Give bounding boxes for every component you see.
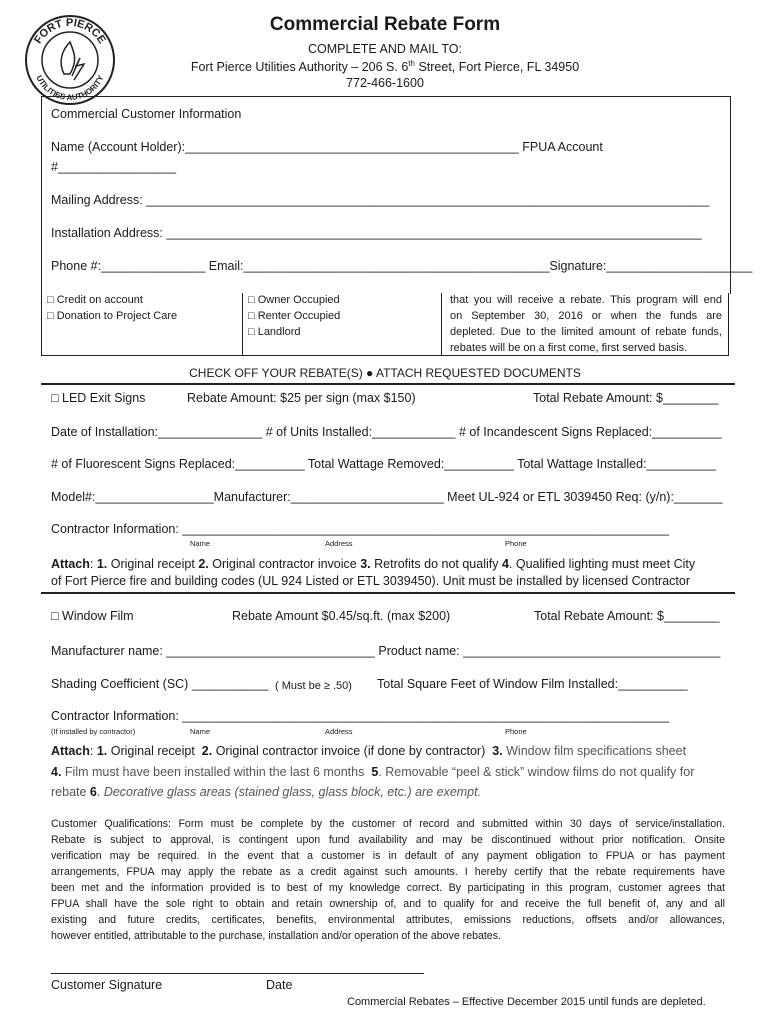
led-rebate-amount: Rebate Amount: $25 per sign (max $150) — [187, 391, 416, 405]
mailing-address-field[interactable]: Mailing Address: _________________________________________________________________________________ — [51, 193, 710, 207]
form-title: Commercial Rebate Form — [269, 14, 501, 35]
section-divider — [41, 383, 735, 385]
signature-line[interactable] — [51, 973, 424, 974]
name-field[interactable]: Name (Account Holder):________________________________________________ FPUA Account — [51, 140, 603, 154]
led-contractor-field[interactable]: Contractor Information: ______________________________________________________________________ — [51, 522, 669, 536]
qualifications-line: arrangements, FPUA may apply the rebate as a credit against such amounts. I hereby certify that the rebate requirements have — [51, 866, 725, 878]
credit-checkbox[interactable]: □ Credit on account — [47, 294, 143, 306]
film-attach-line3: rebate 6. Decorative glass areas (stained glass, glass block, etc.) are exempt. — [51, 785, 482, 799]
led-attach-line1: Attach: 1. Original receipt 2. Original contractor invoice 3. Retrofits do not qualify 4. Qualified lighting must meet City — [51, 557, 696, 571]
film-attach-line1: Attach: 1. Original receipt 2. Original contractor invoice (if done by contractor) 3. Window film specifications sheet — [51, 744, 687, 758]
mailing-address: Fort Pierce Utilities Authority – 206 S. 6th Street, Fort Pierce, FL 34950 — [190, 59, 580, 75]
address-sublabel: Address — [325, 539, 353, 548]
film-total-rebate-field[interactable]: Total Rebate Amount: $________ — [534, 609, 720, 623]
customer-section-title: Commercial Customer Information — [51, 107, 242, 121]
customer-signature-label: Customer Signature — [51, 978, 163, 992]
svg-text:UTILITIES AUTHORITY: UTILITIES AUTHORITY — [34, 73, 106, 103]
installation-address-field[interactable]: Installation Address: _____________________________________________________________________________ — [51, 226, 702, 240]
program-note-line: depleted. Due to the limited amount of rebate funds, — [450, 326, 722, 338]
renter-checkbox[interactable]: □ Renter Occupied — [248, 310, 341, 322]
led-attach-line2: of Fort Pierce fire and building codes (UL 924 Listed or ETL 3039450). Unit must be installed by licensed Contractor — [51, 574, 690, 588]
landlord-checkbox[interactable]: □ Landlord — [248, 326, 301, 338]
qualifications-line: verification may be required. In the event that a customer is in default of any payment obligation to FPUA or has payment — [51, 850, 725, 862]
film-manufacturer-field[interactable]: Manufacturer name: ______________________________ Product name: _____________________________________ — [51, 644, 721, 658]
section-divider — [41, 592, 735, 594]
phone-sublabel: Phone — [505, 727, 527, 736]
qualifications-line: however entitled, attributable to the purchase, installation and/or operation of the above rebates. — [51, 930, 501, 942]
footer-note: Commercial Rebates – Effective December 2015 until funds are depleted. — [347, 996, 706, 1008]
film-sqft-field[interactable]: Total Square Feet of Window Film Installed:__________ — [377, 677, 688, 691]
led-model-field[interactable]: Model#:_________________Manufacturer:______________________ Meet UL-924 or ETL 3039450 Req: (y/n):_______ — [51, 490, 723, 504]
program-note-line: rebates will be on a first come, first served basis. — [450, 342, 688, 354]
led-installation-field[interactable]: Date of Installation:_______________ # of Units Installed:____________ # of Incandescent Signs Replaced:__________ — [51, 425, 722, 439]
led-total-rebate-field[interactable]: Total Rebate Amount: $________ — [533, 391, 719, 405]
program-note-line: that you will receive a rebate. This program will end — [450, 294, 722, 306]
program-note-line: on September 30, 2016 or when the funds are — [450, 310, 722, 322]
shading-requirement: ( Must be ≥ .50) — [275, 680, 352, 692]
donation-checkbox[interactable]: □ Donation to Project Care — [47, 310, 178, 322]
led-fluorescent-field[interactable]: # of Fluorescent Signs Replaced:__________ Total Wattage Removed:__________ Total Wattage Installed:__________ — [51, 457, 717, 471]
qualifications-line: Rebate is subject to approval, is contingent upon fund availability and may be discontinued without prior notification. Onsite — [51, 834, 725, 846]
qualifications-line: Customer Qualifications: Form must be complete by the customer of record and submitted within 30 days of service/installation. — [51, 818, 725, 830]
qualifications-line: FPUA shall have the sole right to obtain and retain ownership of, and to qualify for and receive the full benefit of, any and all — [51, 898, 725, 910]
name-sublabel: Name — [190, 539, 211, 548]
account-number-field[interactable]: #_________________ — [51, 160, 177, 174]
phone-sublabel: Phone — [505, 539, 527, 548]
date-label: Date — [266, 978, 293, 992]
divider — [441, 293, 442, 355]
owner-checkbox[interactable]: □ Owner Occupied — [248, 294, 340, 306]
instructions-heading: CHECK OFF YOUR REBATE(S) ● ATTACH REQUESTED DOCUMENTS — [189, 366, 581, 380]
name-sublabel: Name — [190, 727, 211, 736]
qualifications-line: existing and future credits, certificates, benefits, environmental attributes, emissions reductions, offsets and/or allowances, — [51, 914, 725, 926]
film-shading-field[interactable]: Shading Coefficient (SC) ___________ — [51, 677, 269, 691]
mail-to-label: COMPLETE AND MAIL TO: — [308, 42, 462, 56]
if-installed-sublabel: (If installed by contractor) — [51, 727, 136, 736]
phone-email-signature-field[interactable]: Phone #:_______________ Email:____________________________________________Signature:_____________________ — [51, 259, 753, 273]
film-contractor-field[interactable]: Contractor Information: ______________________________________________________________________ — [51, 709, 669, 723]
qualifications-line: been met and the information provided is to best of my knowledge correct. By participating in this program, customer agrees that — [51, 882, 725, 894]
address-sublabel: Address — [325, 727, 353, 736]
film-rebate-amount: Rebate Amount $0.45/sq.ft. (max $200) — [232, 609, 451, 623]
film-attach-line2: 4. Film must have been installed within the last 6 months 5. Removable “peel & stick” window films do not qualify for — [51, 765, 695, 779]
window-film-checkbox[interactable]: □ Window Film — [51, 609, 134, 623]
qualifications-text — [51, 816, 725, 944]
led-exit-signs-checkbox[interactable]: □ LED Exit Signs — [51, 391, 146, 405]
divider — [242, 293, 243, 355]
svg-text:FORT PIERCE: FORT PIERCE — [32, 16, 108, 46]
phone-number: 772-466-1600 — [346, 76, 424, 90]
